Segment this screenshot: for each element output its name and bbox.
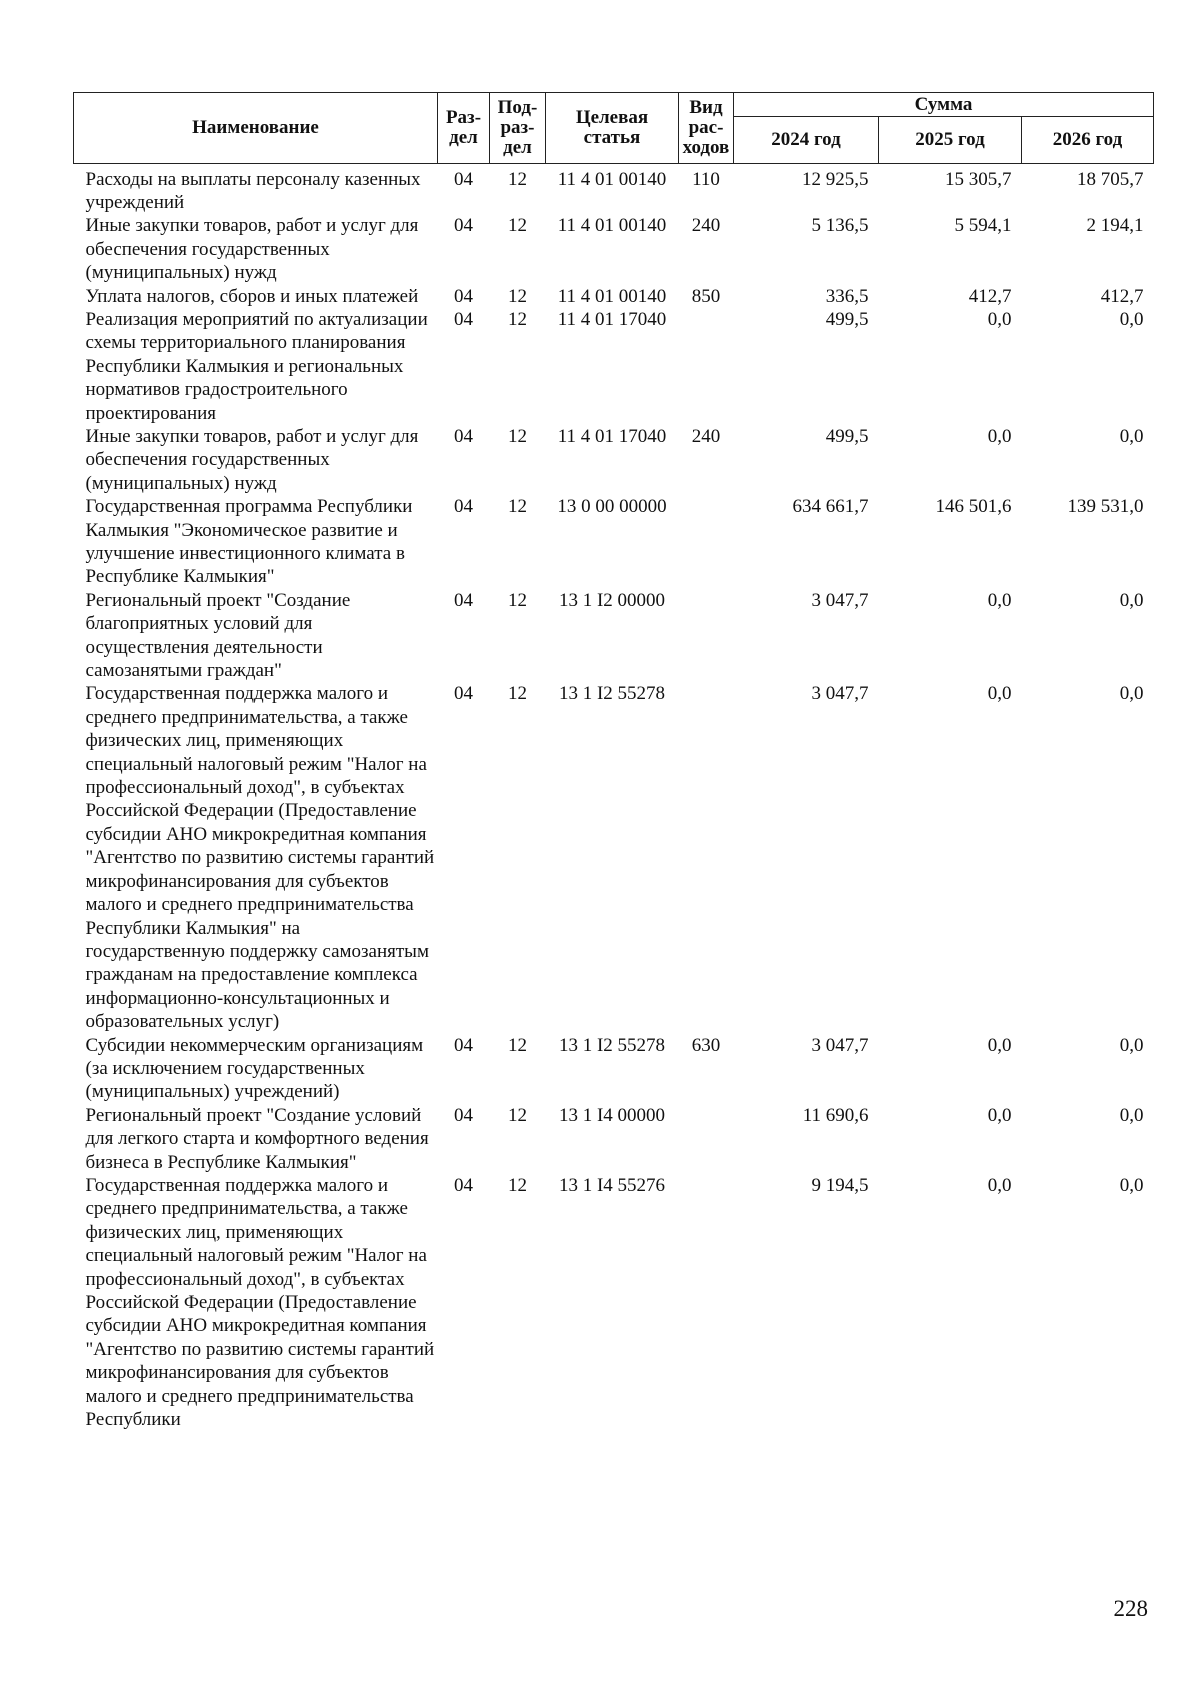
row-podrazdel: 12 [508,496,527,518]
row-amount-2026: 0,0 [1119,683,1144,705]
row-amount-2025: 15 305,7 [945,168,1012,190]
row-vid [679,495,734,589]
row-razdel: 04 [454,285,473,307]
header-summa: Сумма [734,93,1154,117]
row-amount-2025: 146 501,6 [935,496,1012,518]
row-amount-2024: 3 047,7 [811,1034,869,1056]
row-podrazdel: 12 [508,168,527,190]
row-vid [679,682,734,1033]
row-vid [679,1174,734,1431]
row-vid [679,1104,734,1174]
row-podrazdel: 12 [508,683,527,705]
row-podrazdel: 12 [508,215,527,237]
row-amount-2025: 412,7 [968,285,1012,307]
table-row [74,682,1154,1033]
table-row [74,495,1154,589]
row-amount-2024: 11 690,6 [802,1104,869,1126]
row-razdel: 04 [454,308,473,330]
row-amount-2024: 499,5 [825,425,869,447]
page-number: 228 [1113,1596,1148,1621]
row-amount-2025: 0,0 [987,308,1012,330]
table-row [74,168,1154,215]
row-razdel: 04 [454,1174,473,1196]
row-podrazdel: 12 [508,1174,527,1196]
header-vid [679,93,734,164]
row-name: Иные закупки товаров, работ и услуг для обеспечения государственных (муниципальных) нужд [85,215,419,284]
header-year-2026: 2026 год [1022,117,1154,164]
row-amount-2026: 0,0 [1119,1104,1144,1126]
row-name: Региональный проект "Создание благоприятных условий для осуществления деятельности самозанятыми граждан" [85,589,351,682]
table-row [74,425,1154,495]
row-statya: 13 1 I4 55276 [558,1174,666,1196]
row-statya: 11 4 01 00140 [557,168,667,190]
row-podrazdel: 12 [508,589,527,611]
row-amount-2026: 0,0 [1119,425,1144,447]
row-name: Уплата налогов, сборов и иных платежей [85,285,419,307]
row-amount-2025: 0,0 [987,425,1012,447]
budget-table [73,92,1154,1431]
header-podrazdel-text: Под- раз- дел [497,97,538,158]
row-amount-2024: 3 047,7 [811,683,869,705]
row-statya: 13 1 I4 00000 [558,1104,666,1126]
row-amount-2026: 0,0 [1119,1034,1144,1056]
row-statya: 11 4 01 17040 [557,308,667,330]
header-name: Наименование [74,93,438,164]
row-razdel: 04 [454,496,473,518]
table-row [74,308,1154,425]
table-row [74,589,1154,683]
row-amount-2026: 0,0 [1119,1174,1144,1196]
row-name: Государственная программа Республики Калмыкия "Экономическое развитие и улучшение инвестиционного климата в Республике Калмыкия" [85,496,413,588]
budget-table-container [73,92,1153,1431]
row-vid: 850 [691,285,721,307]
row-amount-2026: 0,0 [1119,308,1144,330]
row-amount-2024: 12 925,5 [802,168,869,190]
table-row [74,1034,1154,1104]
row-podrazdel: 12 [508,1104,527,1126]
row-amount-2024: 336,5 [825,285,869,307]
header-razdel [438,93,490,164]
row-amount-2025: 0,0 [987,589,1012,611]
row-vid [679,308,734,425]
row-razdel: 04 [454,683,473,705]
row-statya: 13 1 I2 55278 [558,1034,666,1056]
table-row [74,285,1154,308]
row-amount-2025: 0,0 [987,683,1012,705]
header-statya [546,93,679,164]
row-razdel: 04 [454,215,473,237]
header-vid-text: Вид рас- ходов [682,97,730,158]
row-amount-2024: 499,5 [825,308,869,330]
row-vid: 240 [691,215,721,237]
row-name: Региональный проект "Создание условий для легкого старта и комфортного ведения бизнеса в Республике Калмыкия" [85,1104,429,1173]
row-vid: 630 [691,1034,721,1056]
table-row [74,1104,1154,1174]
row-amount-2026: 0,0 [1119,589,1144,611]
header-razdel-text: Раз- дел [445,107,482,148]
row-statya: 13 1 I2 55278 [558,683,666,705]
row-vid [679,589,734,683]
row-amount-2025: 0,0 [987,1104,1012,1126]
header-year-2024: 2024 год [734,117,879,164]
row-name: Государственная поддержка малого и среднего предпринимательства, а также физических лиц, применяющих специальный налоговый режим "Налог на профессиональный доход", в субъектах Российской Федерации (Предоставление субсидии АНО микрокредитная компания "Агентство по развитию системы гарантий микрофинансирования для субъектов малого и среднего предпринимательства Республики [85,1174,435,1431]
row-podrazdel: 12 [508,425,527,447]
header-year-2025: 2025 год [879,117,1022,164]
row-podrazdel: 12 [508,285,527,307]
row-statya: 13 0 00 00000 [557,496,667,518]
row-name: Субсидии некоммерческим организациям (за исключением государственных (муниципальных) учреждений) [85,1034,424,1103]
row-razdel: 04 [454,425,473,447]
row-razdel: 04 [454,1034,473,1056]
row-amount-2026: 412,7 [1100,285,1144,307]
row-statya: 11 4 01 00140 [557,215,667,237]
row-amount-2025: 5 594,1 [954,215,1012,237]
row-razdel: 04 [454,589,473,611]
row-amount-2024: 9 194,5 [811,1174,869,1196]
row-razdel: 04 [454,168,473,190]
row-vid: 110 [692,168,720,190]
row-razdel: 04 [454,1104,473,1126]
row-amount-2025: 0,0 [987,1034,1012,1056]
row-amount-2026: 2 194,1 [1086,215,1144,237]
table-row [74,1174,1154,1431]
row-amount-2024: 3 047,7 [811,589,869,611]
table-header [74,93,1154,164]
row-name: Государственная поддержка малого и среднего предпринимательства, а также физических лиц, применяющих специальный налоговый режим "Налог на профессиональный доход", в субъектах Российской Федерации (Предоставление субсидии АНО микрокредитная компания "Агентство по развитию системы гарантий микрофинансирования для субъектов малого и среднего предпринимательства Республики Калмыкия" на государственную поддержку самозанятым гражданам на предоставление комплекса информационно-консультационных и образовательных услуг) [85,683,435,1033]
row-name: Расходы на выплаты персоналу казенных учреждений [85,168,421,213]
row-podrazdel: 12 [508,1034,527,1056]
row-statya: 11 4 01 17040 [557,425,667,447]
row-statya: 11 4 01 00140 [557,285,667,307]
row-amount-2026: 139 531,0 [1067,496,1144,518]
header-podrazdel [490,93,546,164]
row-name: Реализация мероприятий по актуализации схемы территориального планирования Республики Калмыкия и региональных нормативов градостроительного проектирования [85,308,428,424]
row-vid: 240 [691,425,721,447]
header-statya-text: Целевая статья [575,107,649,148]
row-podrazdel: 12 [508,308,527,330]
table-row [74,214,1154,284]
row-name: Иные закупки товаров, работ и услуг для обеспечения государственных (муниципальных) нужд [85,425,419,494]
row-amount-2026: 18 705,7 [1077,168,1144,190]
row-amount-2024: 5 136,5 [811,215,869,237]
table-body [74,164,1154,1432]
row-amount-2024: 634 661,7 [792,496,869,518]
row-statya: 13 1 I2 00000 [558,589,666,611]
row-amount-2025: 0,0 [987,1174,1012,1196]
